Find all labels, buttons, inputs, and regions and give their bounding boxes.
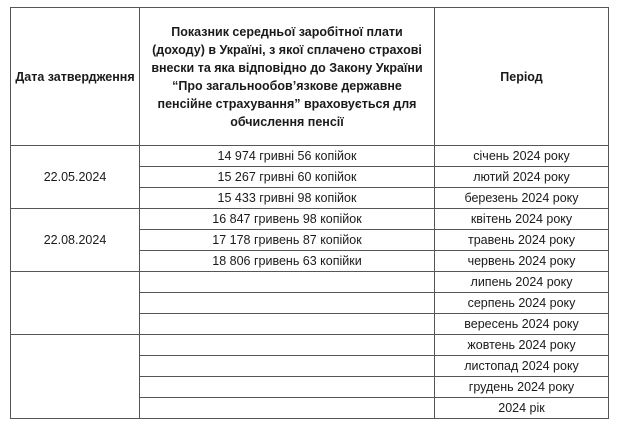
approval-date-cell: 22.08.2024: [11, 209, 140, 272]
salary-amount-cell: 16 847 гривень 98 копійок: [140, 209, 435, 230]
table-row: [11, 335, 609, 356]
period-cell: липень 2024 року: [435, 272, 609, 293]
period-cell: вересень 2024 року: [435, 314, 609, 335]
table-row: [11, 146, 609, 167]
header-approval-date: Дата затвердження: [11, 8, 140, 146]
period-cell: жовтень 2024 року: [435, 335, 609, 356]
period-cell: серпень 2024 року: [435, 293, 609, 314]
approval-date-cell: [11, 335, 140, 419]
period-cell: листопад 2024 року: [435, 356, 609, 377]
period-cell: 2024 рік: [435, 398, 609, 419]
header-period: Період: [435, 8, 609, 146]
period-cell: квітень 2024 року: [435, 209, 609, 230]
period-cell: січень 2024 року: [435, 146, 609, 167]
table-row: [11, 272, 609, 293]
salary-amount-cell: [140, 293, 435, 314]
salary-amount-cell: [140, 314, 435, 335]
table-row: [11, 209, 609, 230]
table-header-row: [11, 8, 609, 146]
period-cell: червень 2024 року: [435, 251, 609, 272]
period-cell: березень 2024 року: [435, 188, 609, 209]
approval-date-cell: [11, 272, 140, 335]
salary-amount-cell: [140, 272, 435, 293]
salary-amount-cell: 14 974 гривні 56 копійок: [140, 146, 435, 167]
salary-amount-cell: [140, 398, 435, 419]
salary-table: [10, 7, 609, 419]
salary-amount-cell: 18 806 гривень 63 копійки: [140, 251, 435, 272]
approval-date-cell: 22.05.2024: [11, 146, 140, 209]
period-cell: грудень 2024 року: [435, 377, 609, 398]
period-cell: травень 2024 року: [435, 230, 609, 251]
header-salary-indicator: Показник середньої заробітної плати (доходу) в Україні, з якої сплачено страхові внески та яка відповідно до Закону України “Про загальнообов’язкове державне пенсійне страхування” враховується для обчислення пенсії: [140, 8, 435, 146]
salary-amount-cell: 17 178 гривень 87 копійок: [140, 230, 435, 251]
salary-amount-cell: [140, 335, 435, 356]
salary-amount-cell: 15 433 гривні 98 копійок: [140, 188, 435, 209]
salary-amount-cell: 15 267 гривні 60 копійок: [140, 167, 435, 188]
period-cell: лютий 2024 року: [435, 167, 609, 188]
salary-amount-cell: [140, 377, 435, 398]
salary-amount-cell: [140, 356, 435, 377]
